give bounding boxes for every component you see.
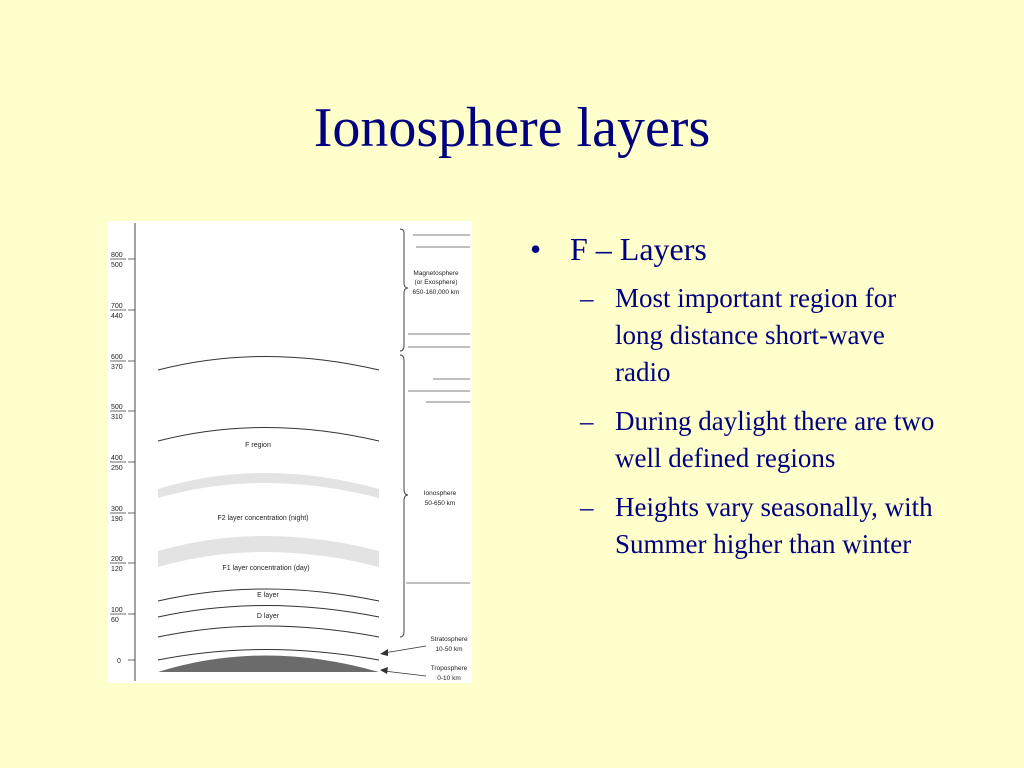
scale-miles-label: 100 xyxy=(111,607,123,614)
arrow-icon xyxy=(380,667,388,674)
bullet-item xyxy=(530,230,950,268)
troposphere-zone xyxy=(380,665,468,682)
slide-title: Ionosphere layers xyxy=(313,97,711,159)
dash-icon: – xyxy=(580,283,594,313)
scale-miles-label: 600 xyxy=(111,354,123,361)
stratosphere-zone xyxy=(380,636,468,656)
f1-band xyxy=(158,536,379,567)
ionosphere-range: 50-650 km xyxy=(424,500,456,507)
sub-bullet-item xyxy=(580,403,950,477)
ionosphere-label: Ionosphere xyxy=(423,490,457,497)
bullet-text: F – Layers xyxy=(570,231,707,267)
scale-miles-label: 500 xyxy=(111,404,123,411)
scale-km-label: 310 xyxy=(111,414,123,421)
stratosphere-range: 10-50 km xyxy=(435,646,463,653)
sub-bullet-item xyxy=(580,280,950,391)
upper-boundary-arc xyxy=(158,357,379,371)
earth-surface xyxy=(158,656,379,673)
magnetosphere-alt-label: (or Exosphere) xyxy=(414,279,458,286)
dash-icon: – xyxy=(580,492,594,522)
scale-km-label: 370 xyxy=(111,364,123,371)
arrow-icon xyxy=(380,649,388,656)
scale-mark-600 xyxy=(110,354,135,371)
e-layer-label: E layer xyxy=(257,592,279,599)
altitude-scale xyxy=(110,252,135,665)
d-layer-label: D layer xyxy=(256,613,280,620)
troposphere-range: 0-10 km xyxy=(437,675,461,682)
sub-bullet-item xyxy=(580,489,950,563)
scale-mark-300 xyxy=(110,506,135,523)
scale-mark-700 xyxy=(110,303,135,320)
f2-band xyxy=(158,473,379,498)
magnetosphere-zone xyxy=(413,270,460,296)
troposphere-label: Troposphere xyxy=(430,665,468,672)
sub-bullet-text: Most important region for long distance short-wave radio xyxy=(615,283,897,387)
scale-km-label: 440 xyxy=(111,313,123,320)
sub-bullet-text: Heights vary seasonally, with Summer higher than winter xyxy=(615,492,933,559)
f2-layer-label: F2 layer concentration (night) xyxy=(217,515,309,522)
magnetosphere-bracket xyxy=(400,229,408,351)
f-region-arc xyxy=(158,428,379,442)
scale-km-label: 120 xyxy=(111,566,123,573)
scale-mark-100 xyxy=(110,607,135,624)
magnetosphere-label: Magnetosphere xyxy=(413,270,459,277)
ionosphere-zone xyxy=(424,490,457,507)
scale-miles-label: 300 xyxy=(111,506,123,513)
scale-miles-label: 200 xyxy=(111,556,123,563)
dash-icon: – xyxy=(580,406,594,436)
f-region-label: F region xyxy=(245,442,271,449)
bullet-dot-icon: • xyxy=(530,231,542,267)
f1-layer-label: F1 layer concentration (day) xyxy=(222,565,310,572)
scale-mark-500 xyxy=(110,404,135,421)
scale-km-label: 250 xyxy=(111,465,123,472)
scale-km-label: 190 xyxy=(111,516,123,523)
bullet-list xyxy=(530,230,950,563)
scale-mark-400 xyxy=(110,455,135,472)
scale-miles-label: 800 xyxy=(111,252,123,259)
ionosphere-diagram-svg xyxy=(108,221,472,683)
stratosphere-label: Stratosphere xyxy=(430,636,468,643)
magnetosphere-range: 650-160,000 km xyxy=(412,289,460,296)
sub-bullet-text: During daylight there are two well defined regions xyxy=(615,406,935,473)
scale-km-label: 500 xyxy=(111,262,123,269)
scale-miles-label: 700 xyxy=(111,303,123,310)
ionosphere-diagram xyxy=(108,221,472,683)
ionosphere-bracket xyxy=(400,355,408,637)
altitude-marks-right xyxy=(406,235,470,583)
d-layer-arc xyxy=(158,626,379,637)
scale-miles-label: 400 xyxy=(111,455,123,462)
scale-mark-800 xyxy=(110,252,135,269)
scale-mark-0 xyxy=(117,658,135,665)
scale-km-label: 60 xyxy=(111,617,119,624)
scale-miles-label: 0 xyxy=(117,658,121,665)
scale-mark-200 xyxy=(110,556,135,573)
